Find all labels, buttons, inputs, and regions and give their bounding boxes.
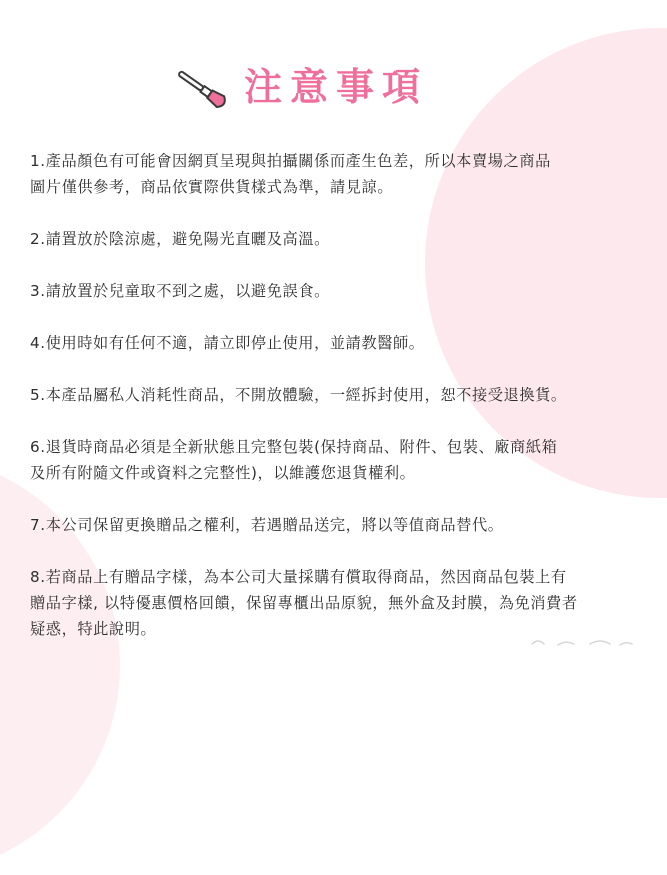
notice-item <box>30 434 650 486</box>
notice-line: 疑惑，特此說明。 <box>30 620 157 638</box>
notice-header <box>172 58 502 128</box>
notice-line: 2.請置放於陰涼處，避免陽光直曬及高溫。 <box>30 230 330 248</box>
notice-line: 4.使用時如有任何不適，請立即停止使用，並請教醫師。 <box>30 334 425 352</box>
notice-item <box>30 226 650 252</box>
notice-item <box>30 564 650 642</box>
notice-line: 6.退貨時商品必須是全新狀態且完整包裝(保持商品、附件、包裝、廠商紙箱 <box>30 438 558 456</box>
notice-line: 8.若商品上有贈品字樣，為本公司大量採購有償取得商品，然因商品包裝上有 <box>30 568 567 586</box>
makeup-brush-icon <box>172 66 234 114</box>
notice-item <box>30 148 650 200</box>
notice-item <box>30 382 650 408</box>
notice-item <box>30 330 650 356</box>
notice-item <box>30 512 650 538</box>
notice-line: 7.本公司保留更換贈品之權利，若遇贈品送完，將以等值商品替代。 <box>30 516 504 534</box>
notice-line: 1.產品顏色有可能會因網頁呈現與拍攝關係而產生色差，所以本賣場之商品 <box>30 152 551 170</box>
notice-line: 及所有附隨文件或資料之完整性)，以維護您退貨權利。 <box>30 464 416 482</box>
notice-line: 圖片僅供參考，商品依實際供貨樣式為準，請見諒。 <box>30 178 394 196</box>
decorative-squiggle <box>528 636 638 650</box>
page-title: 注意事項 <box>244 64 429 109</box>
notice-line: 3.請放置於兒童取不到之處，以避免誤食。 <box>30 282 330 300</box>
notice-list <box>30 148 650 668</box>
notice-line: 贈品字樣, 以特優惠價格回饋，保留專櫃出品原貌，無外盒及封膜，為免消費者 <box>30 594 578 612</box>
notice-item <box>30 278 650 304</box>
notice-line: 5.本產品屬私人消耗性商品，不開放體驗，一經拆封使用，恕不接受退換貨。 <box>30 386 567 404</box>
